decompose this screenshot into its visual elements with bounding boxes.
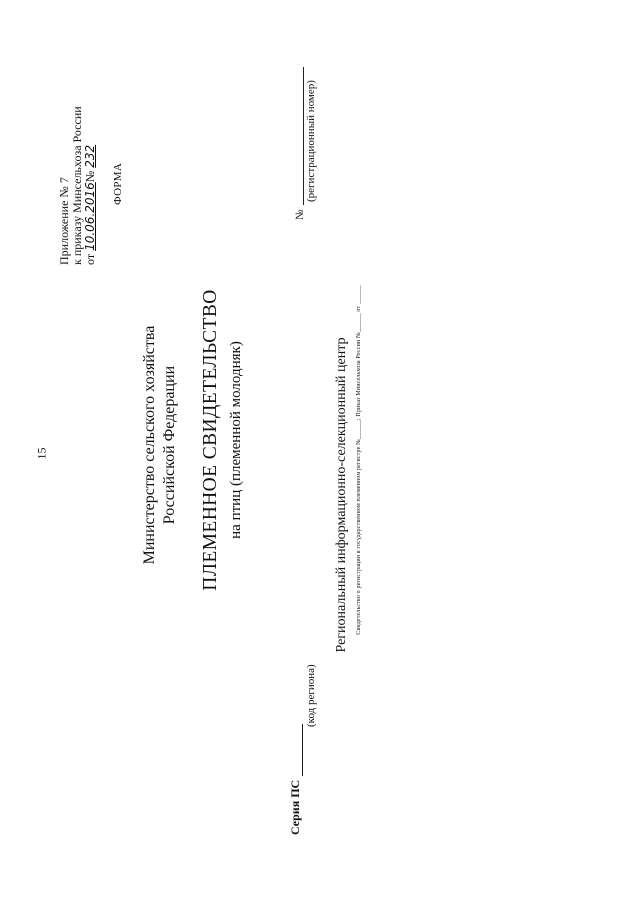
appendix-number-handwritten: 232: [83, 144, 97, 168]
number-underline: [303, 67, 304, 205]
appendix-date-handwritten: 10.06.2016: [83, 182, 97, 251]
registration-number-caption: (регистрационный номер): [305, 80, 317, 202]
series-field: [288, 724, 303, 835]
document-title: ПЛЕМЕННОЕ СВИДЕТЕЛЬСТВО: [200, 289, 221, 591]
appendix-line-1: Приложение № 7: [57, 177, 71, 265]
appendix-number-sign: №: [83, 170, 97, 183]
appendix-line-2: к приказу Минсельхоза России: [70, 106, 84, 265]
series-underline: [291, 724, 303, 776]
appendix-line-3: [84, 106, 97, 265]
ministry-line-2: Российской Федерации: [161, 365, 178, 525]
appendix-reference: [58, 106, 97, 265]
form-label: ФОРМА: [112, 162, 124, 205]
registration-note: Свидетельство о регистрации в государственном племенном регистре №______; Приказ Минсельхоза России №______ от ______: [356, 285, 362, 635]
region-code-caption: (код региона): [305, 664, 317, 727]
appendix-from-prefix: от: [83, 253, 97, 265]
center-name: Региональный информационно-селекционный центр: [334, 337, 349, 653]
number-label: №: [294, 209, 306, 220]
series-label: Серия ПС: [288, 779, 302, 835]
document-subtitle: на птиц (племенной молодняк): [228, 341, 244, 539]
ministry-line-1: Министерство сельского хозяйства: [141, 325, 158, 565]
page-number: 15: [34, 447, 49, 460]
ministry-heading: [140, 295, 180, 595]
